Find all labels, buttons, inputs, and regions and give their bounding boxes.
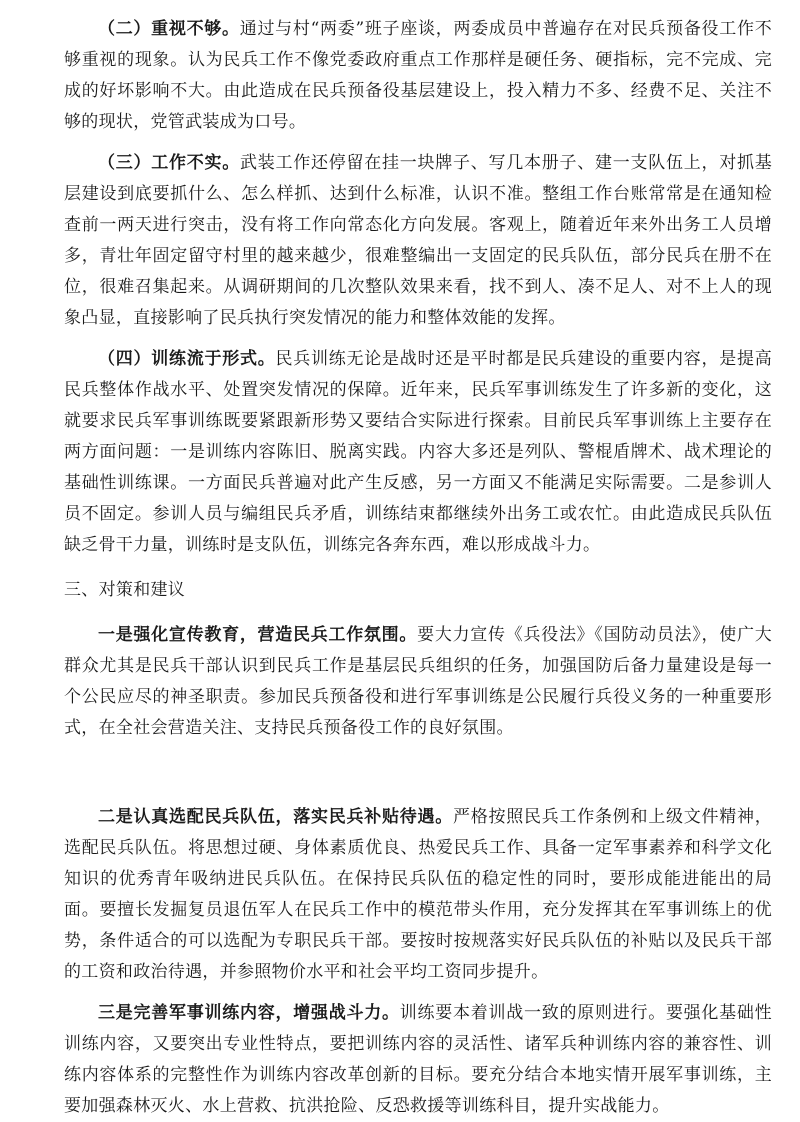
paragraph-body: 通过与村“两委”班子座谈，两委成员中普遍存在对民兵预备役工作不够重视的现象。认为民兵工作不像党委政府重点工作那样是硬任务、硬指标，完不完成、完成的好坏影响不大。由此造成在民兵预备役基层建设上，投入精力不多、经费不足、关注不够的现状，党管武装成为口号。	[64, 19, 772, 132]
paragraph-lead: 一是强化宣传教育，营造民兵工作氛围。	[98, 625, 418, 645]
paragraph-work-not-solid	[64, 148, 772, 334]
paragraph-select-militia	[64, 802, 772, 988]
paragraph-lead: （三）工作不实。	[98, 153, 240, 173]
paragraph-body: 要大力宣传《兵役法》《国防动员法》，使广大群众尤其是民兵干部认识到民兵工作是基层民兵组织的任务，加强国防后备力量建设是每一个公民应尽的神圣职责。参加民兵预备役和进行军事训练是公民履行兵役义务的一种重要形式，在全社会营造关注、支持民兵预备役工作的良好氛围。	[64, 625, 772, 738]
paragraph-training-formality	[64, 344, 772, 561]
paragraph-lead: （二）重视不够。	[98, 19, 240, 39]
paragraph-lead: （四）训练流于形式。	[98, 349, 276, 369]
paragraph-importance	[64, 14, 772, 138]
paragraph-body: 民兵训练无论是战时还是平时都是民兵建设的重要内容，是提高民兵整体作战水平、处置突发情况的保障。近年来，民兵军事训练发生了许多新的变化，这就要求民兵军事训练既要紧跟新形势又要结合实际进行探索。目前民兵军事训练上主要存在两方面问题：一是训练内容陈旧、脱离实践。内容大多还是列队、警棍盾牌术、战术理论的基础性训练课。一方面民兵普遍对此产生反感，另一方面又不能满足实际需要。二是参训人员不固定。参训人员与编组民兵矛盾，训练结束都继续外出务工或农忙。由此造成民兵队伍缺乏骨干力量，训练时是支队伍，训练完各奔东西，难以形成战斗力。	[64, 349, 772, 555]
paragraph-body: 训练要本着训战一致的原则进行。要强化基础性训练内容，又要突出专业性特点，要把训练内容的灵活性、诸军兵种训练内容的兼容性、训练内容体系的完整性作为训练内容改革创新的目标。要充分结合本地实情开展军事训练，主要加强森林灭火、水上营救、抗洪抢险、反恐救援等训练科目，提升实战能力。	[64, 1003, 772, 1116]
paragraph-lead: 三是完善军事训练内容，增强战斗力。	[98, 1003, 400, 1023]
paragraph-body: 严格按照民兵工作条例和上级文件精神，选配民兵队伍。将思想过硬、身体素质优良、热爱民兵工作、具备一定军事素养和科学文化知识的优秀青年吸纳进民兵队伍。在保持民兵队伍的稳定性的同时，要形成能进能出的局面。要擅长发掘复员退伍军人在民兵工作中的模范带头作用，充分发挥其在军事训练上的优势，条件适合的可以选配为专职民兵干部。要按时按规落实好民兵队伍的补贴以及民兵干部的工资和政治待遇，并参照物价水平和社会平均工资同步提升。	[64, 807, 772, 982]
section-heading-countermeasures: 三、对策和建议	[64, 580, 186, 600]
paragraph-body: 武装工作还停留在挂一块牌子、写几本册子、建一支队伍上，对抓基层建设到底要抓什么、怎么样抓、达到什么标准，认识不准。整组工作台账常常是在通知检查前一两天进行突击，没有将工作向常态化方向发展。客观上，随着近年来外出务工人员增多，青壮年固定留守村里的越来越少，很难整编出一支固定的民兵队伍，部分民兵在册不在位，很难召集起来。从调研期间的几次整队效果来看，找不到人、凑不足人、对不上人的现象凸显，直接影响了民兵执行突发情况的能力和整体效能的发挥。	[64, 153, 773, 328]
paragraph-lead: 二是认真选配民兵队伍，落实民兵补贴待遇。	[98, 807, 453, 827]
paragraph-propaganda	[64, 620, 772, 744]
document-page	[64, 14, 772, 1122]
paragraph-improve-training	[64, 998, 772, 1122]
